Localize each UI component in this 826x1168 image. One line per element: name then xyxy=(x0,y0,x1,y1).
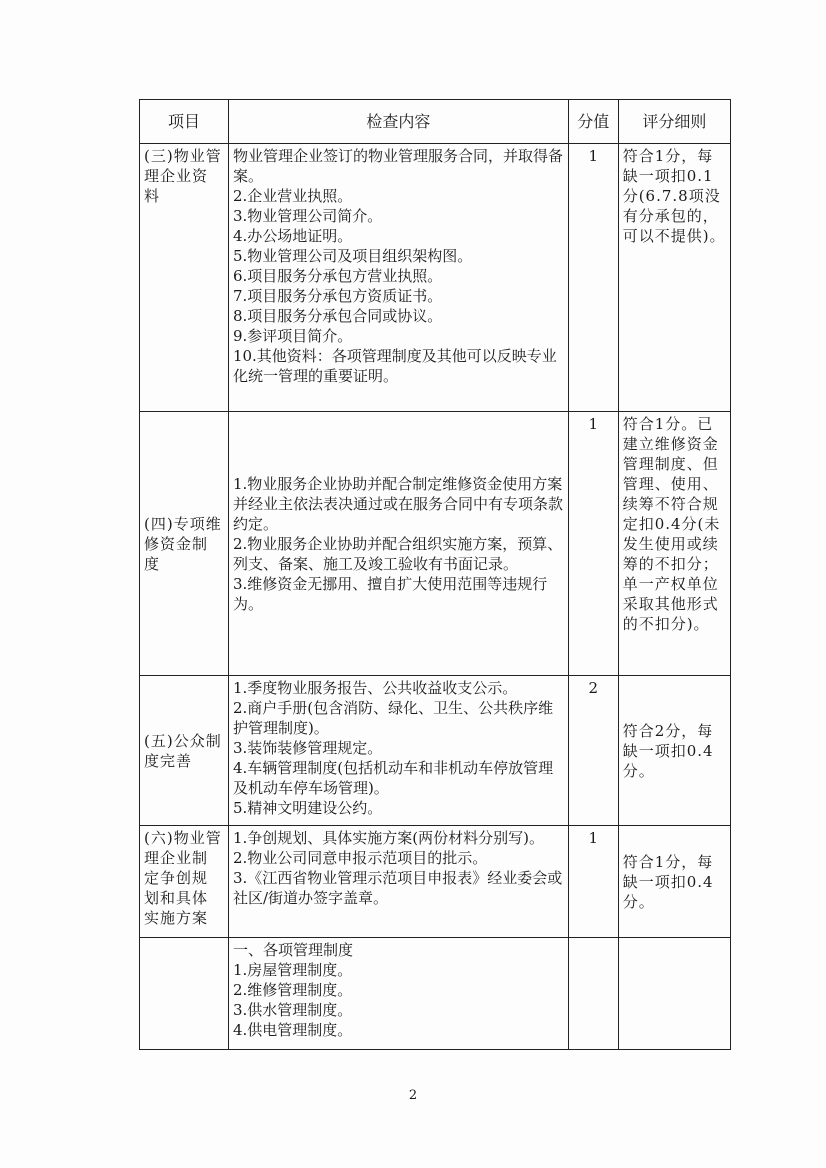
table-header-row xyxy=(140,100,731,144)
content-line: 4.供电管理制度。 xyxy=(232,1021,353,1039)
content-line: 1.争创规划、具体实施方案(两份材料分别写)。 xyxy=(232,829,544,847)
content-line: 7.项目服务分承包方资质证书。 xyxy=(232,287,443,305)
content-line: 1.房屋管理制度。 xyxy=(232,961,353,979)
row-content xyxy=(228,412,568,676)
inspection-table xyxy=(139,99,731,1050)
content-line: 4.车辆管理制度(包括机动车和非机动车停放管理及机动车停车场管理)。 xyxy=(232,759,554,797)
content-line: 3.《江西省物业管理示范项目申报表》经业委会或社区/街道办签字盖章。 xyxy=(232,869,563,907)
content-line: 2.物业公司同意申报示范项目的批示。 xyxy=(232,849,488,867)
row-score: 1 xyxy=(568,412,618,676)
content-line: 10.其他资料：各项管理制度及其他可以反映专业化统一管理的重要证明。 xyxy=(232,347,557,385)
page-number: 2 xyxy=(408,1088,418,1103)
content-line: 3.装饰装修管理规定。 xyxy=(232,739,383,757)
row-detail: 符合1分，每缺一项扣0.4分。 xyxy=(618,826,730,938)
table-row xyxy=(140,826,731,938)
row-score: 2 xyxy=(568,676,618,826)
content-line: 一、各项管理制度 xyxy=(232,941,353,959)
header-content: 检查内容 xyxy=(228,100,568,144)
row-content xyxy=(228,826,568,938)
content-line: 3.物业管理公司简介。 xyxy=(232,207,383,225)
table-row xyxy=(140,676,731,826)
table-row xyxy=(140,938,731,1050)
header-detail: 评分细则 xyxy=(618,100,730,144)
content-line: 6.项目服务分承包方营业执照。 xyxy=(232,267,443,285)
row-item: (四)专项维修资金制度 xyxy=(140,412,229,676)
content-line: 2.商户手册(包含消防、绿化、卫生、公共秩序维护管理制度)。 xyxy=(232,699,554,737)
content-line: 9.参评项目简介。 xyxy=(232,327,353,345)
content-line: 2.维修管理制度。 xyxy=(232,981,353,999)
content-line: 5.物业管理公司及项目组织架构图。 xyxy=(232,247,473,265)
row-detail xyxy=(618,938,730,1050)
row-item: (三)物业管理企业资料 xyxy=(140,144,229,412)
content-line: 2.企业营业执照。 xyxy=(232,187,353,205)
content-line: 8.项目服务分承包合同或协议。 xyxy=(232,307,443,325)
row-detail: 符合2分，每缺一项扣0.4分。 xyxy=(618,676,730,826)
content-line: 3.供水管理制度。 xyxy=(232,1001,353,1019)
row-content xyxy=(228,938,568,1050)
table-row xyxy=(140,144,731,412)
content-line: 物业管理企业签订的物业管理服务合同，并取得备案。 xyxy=(232,147,563,185)
row-score: 1 xyxy=(568,144,618,412)
row-detail: 符合1分，每缺一项扣0.1分(6.7.8项没有分承包的，可以不提供)。 xyxy=(618,144,730,412)
row-score: 1 xyxy=(568,826,618,938)
content-line: 1.季度物业服务报告、公共收益收支公示。 xyxy=(232,679,518,697)
header-item: 项目 xyxy=(140,100,229,144)
header-score: 分值 xyxy=(568,100,618,144)
row-detail: 符合1分。已建立维修资金管理制度、但管理、使用、续筹不符合规定扣0.4分(未发生使用或续筹的不扣分；单一产权单位采取其他形式的不扣分)。 xyxy=(618,412,730,676)
row-item xyxy=(140,938,229,1050)
content-line: 2.物业服务企业协助并配合组织实施方案，预算、列支、备案、施工及竣工验收有书面记录。 xyxy=(232,534,563,573)
table-row xyxy=(140,412,731,676)
row-score xyxy=(568,938,618,1050)
row-content xyxy=(228,144,568,412)
row-item: (六)物业管理企业制定争创规划和具体实施方案 xyxy=(140,826,229,938)
row-item: (五)公众制度完善 xyxy=(140,676,229,826)
content-line: 1.物业服务企业协助并配合制定维修资金使用方案并经业主依法表决通过或在服务合同中有专项条款约定。 xyxy=(232,474,563,533)
content-line: 5.精神文明建设公约。 xyxy=(232,799,383,817)
content-line: 3.维修资金无挪用、擅自扩大使用范围等违规行为。 xyxy=(232,574,548,613)
row-content xyxy=(228,676,568,826)
content-line: 4.办公场地证明。 xyxy=(232,227,353,245)
